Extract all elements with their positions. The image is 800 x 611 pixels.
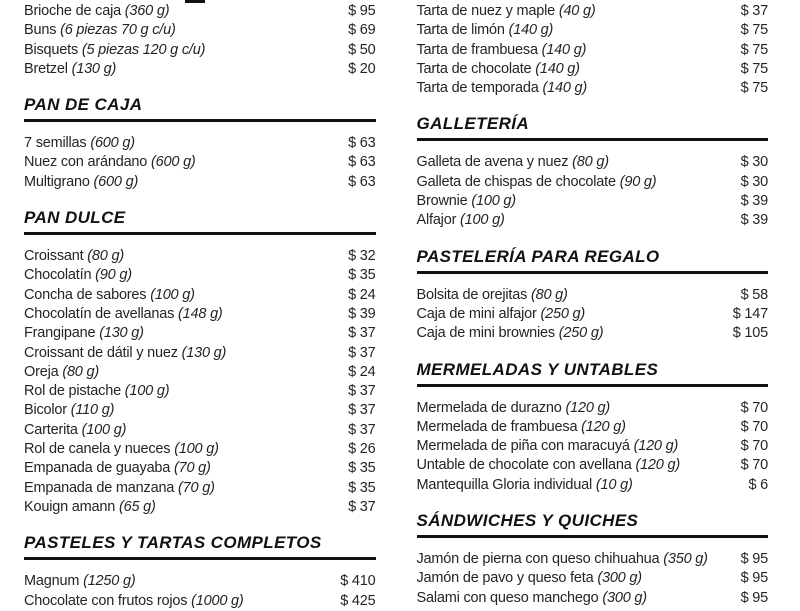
item-price: $ 63 [348,154,376,171]
menu-item-row [417,2,769,21]
item-price: $ 39 [740,212,768,229]
menu-item-row [417,286,769,305]
item-weight: (90 g) [95,267,132,284]
item-weight: (130 g) [71,60,117,77]
section-items [417,153,769,230]
item-name: Jamón de pierna con queso chihuahua [416,551,660,568]
item-name: Mantequilla Gloria individual [416,476,593,493]
menu-item-row [417,569,769,588]
item-weight: (600 g) [90,135,135,152]
item-weight: (130 g) [99,325,144,342]
item-price: $ 75 [740,60,768,77]
item-name: Caja de mini alfajor [416,305,537,322]
item-weight: (40 g) [558,3,596,19]
item-label [417,569,642,588]
item-price: $ 75 [740,80,768,97]
item-price: $ 147 [732,305,768,322]
item-weight: (360 g) [124,3,170,19]
item-price: $ 32 [348,248,376,265]
menu-item-row [24,572,376,591]
item-name: Untable de chocolate con avellana [416,457,632,474]
item-weight: (100 g) [471,193,516,210]
item-name: 7 semillas [24,135,87,152]
item-price: $ 95 [740,589,768,606]
item-label [417,476,633,495]
item-name: Concha de sabores [24,286,147,303]
item-weight: (80 g) [531,286,568,303]
item-price: $ 37 [348,383,376,400]
menu-item-row [417,418,769,437]
item-price: $ 95 [740,551,768,568]
item-label [417,2,596,21]
item-weight: (90 g) [619,173,657,190]
item-weight: (140 g) [535,60,580,77]
item-weight: (600 g) [151,154,196,171]
item-price: $ 69 [348,22,376,39]
item-name: Salami con queso manchego [416,589,599,606]
item-weight: (110 g) [70,402,115,419]
item-weight: (120 g) [633,438,679,455]
item-price: $ 30 [740,154,768,171]
item-label [24,440,219,459]
item-name: Buns [24,22,57,39]
item-weight: (100 g) [174,441,219,458]
section-items [417,2,769,98]
item-price: $ 70 [740,399,768,416]
item-label [24,324,144,343]
item-weight: (5 piezas 120 g c/u) [81,41,206,58]
item-name: Frangipane [24,325,96,342]
section-heading: GALLETERÍA [416,114,530,134]
item-label [417,41,587,60]
item-price: $ 37 [348,421,376,438]
menu-item-row [24,134,376,153]
item-name: Caja de mini brownies [416,325,555,342]
item-price: $ 37 [348,344,376,361]
item-label [24,498,156,517]
menu-section [417,512,769,608]
item-weight: (250 g) [558,325,604,342]
menu-item-row [417,60,769,79]
menu-item-row [24,153,376,172]
item-name: Croissant de dátil y nuez [24,344,178,361]
item-weight: (300 g) [597,570,642,587]
item-price: $ 35 [348,479,376,496]
item-name: Bolsita de orejitas [416,286,528,303]
menu-item-row [24,592,376,611]
menu-section [417,361,769,495]
item-name: Bisquets [24,41,79,58]
item-weight: (80 g) [87,248,124,265]
section-heading: SÁNDWICHES Y QUICHES [416,511,639,531]
menu-item-row [417,589,769,608]
menu-section [417,115,769,230]
item-label [417,305,586,324]
item-label [24,401,114,420]
menu-item-row [417,173,769,192]
item-label [24,459,211,478]
item-label [417,399,611,418]
menu-item-row [24,382,376,401]
item-price: $ 35 [348,267,376,284]
cropped-text-fragment [185,0,205,3]
menu-item-row [24,498,376,517]
item-name: Multigrano [24,173,90,190]
menu-item-row [24,286,376,305]
item-label [24,247,124,266]
item-weight: (70 g) [174,460,211,477]
menu-item-row [417,437,769,456]
item-name: Galleta de avena y nuez [416,154,569,171]
item-name: Mermelada de frambuesa [416,418,578,435]
section-items [24,134,376,192]
item-label [24,286,195,305]
section-heading: PASTELERÍA PARA REGALO [416,246,660,266]
item-name: Mermelada de piña con maracuyá [416,438,630,455]
menu-columns [24,2,768,611]
item-price: $ 26 [348,441,376,458]
section-items [24,572,376,611]
menu-item-row [24,324,376,343]
section-heading: PASTELES Y TARTAS COMPLETOS [24,533,322,553]
section-heading: PAN DULCE [24,208,126,228]
item-name: Tarta de nuez y maple [416,3,555,19]
item-price: $ 37 [740,3,768,19]
menu-item-row [417,79,769,98]
section-divider [417,535,769,538]
section-divider [24,557,376,560]
item-label [417,153,609,172]
menu-item-row [417,41,769,60]
section-divider [417,138,769,141]
item-name: Empanada de manzana [24,479,175,496]
section-items [417,399,769,495]
item-weight: (140 g) [541,41,587,58]
item-label [417,437,679,456]
menu-section [24,96,376,192]
menu-section [417,2,769,98]
item-price: $ 70 [740,438,768,455]
item-name: Tarta de temporada [416,80,539,97]
item-label [24,2,169,21]
item-name: Chocolatín de avellanas [24,305,175,322]
item-weight: (120 g) [581,418,626,435]
item-label [417,456,680,475]
menu-item-row [24,41,376,60]
item-weight: (80 g) [62,363,99,380]
item-price: $ 39 [740,193,768,210]
menu-item-row [417,456,769,475]
menu-item-row [24,459,376,478]
item-price: $ 105 [732,325,768,342]
menu-item-row [24,440,376,459]
menu-item-row [24,21,376,40]
item-price: $ 30 [740,173,768,190]
menu-section [24,534,376,611]
item-price: $ 24 [348,363,376,380]
item-name: Croissant [24,248,84,265]
menu-item-row [417,324,769,343]
item-label [417,324,604,343]
item-label [24,344,226,363]
menu-item-row [24,363,376,382]
item-label [417,418,626,437]
item-weight: (65 g) [118,498,156,515]
item-name: Chocolatín [24,267,92,284]
item-weight: (350 g) [663,551,708,568]
item-label [24,421,126,440]
menu-item-row [417,153,769,172]
section-heading: MERMELADAS Y UNTABLES [416,359,659,379]
section-heading: PAN DE CAJA [24,95,143,115]
item-price: $ 24 [348,286,376,303]
menu-item-row [24,401,376,420]
item-name: Rol de canela y nueces [24,441,171,458]
item-weight: (100 g) [150,286,195,303]
item-price: $ 425 [340,592,376,609]
item-price: $ 95 [348,3,376,19]
item-label [417,550,708,569]
menu-item-row [417,211,769,230]
item-price: $ 70 [740,418,768,435]
item-name: Mermelada de durazno [416,399,562,416]
item-label [24,479,215,498]
item-label [24,134,135,153]
item-name: Magnum [24,573,80,590]
item-label [417,79,588,98]
item-name: Kouign amann [24,498,116,515]
item-label [24,41,205,60]
item-label [417,211,505,230]
item-name: Bretzel [24,60,68,77]
item-price: $ 410 [340,573,376,590]
section-items [24,2,376,79]
item-name: Galleta de chispas de chocolate [416,173,616,190]
item-label [417,60,580,79]
item-weight: (250 g) [540,305,586,322]
item-weight: (80 g) [572,154,609,171]
section-items [417,550,769,608]
menu-item-row [24,421,376,440]
item-weight: (120 g) [565,399,611,416]
item-weight: (148 g) [178,305,223,322]
item-price: $ 37 [348,325,376,342]
item-label [417,286,568,305]
item-label [417,192,516,211]
menu-item-row [417,550,769,569]
menu-item-row [24,266,376,285]
item-price: $ 75 [740,41,768,58]
section-divider [24,119,376,122]
item-name: Nuez con arándano [24,154,148,171]
menu-column [417,2,769,611]
section-divider [24,232,376,235]
item-price: $ 6 [748,476,768,493]
item-label [24,60,116,79]
section-items [417,286,769,344]
item-label [24,173,138,192]
item-name: Bicolor [24,402,67,419]
item-weight: (10 g) [595,476,633,493]
item-name: Alfajor [416,212,457,229]
section-items [24,247,376,517]
menu-item-row [417,305,769,324]
item-price: $ 37 [348,498,376,515]
item-label [417,589,647,608]
menu-column [24,2,376,611]
item-weight: (100 g) [81,421,127,438]
item-weight: (100 g) [124,383,170,400]
item-price: $ 63 [348,135,376,152]
item-weight: (6 piezas 70 g c/u) [60,22,176,39]
item-price: $ 20 [348,60,376,77]
item-price: $ 35 [348,460,376,477]
menu-section [24,209,376,517]
item-name: Empanada de guayaba [24,460,171,477]
item-weight: (1250 g) [83,573,136,590]
menu-item-row [24,247,376,266]
item-price: $ 58 [740,286,768,303]
item-price: $ 39 [348,305,376,322]
item-label [417,21,554,40]
item-name: Oreja [24,363,59,380]
section-divider [417,271,769,274]
item-weight: (120 g) [635,457,680,474]
item-name: Chocolate con frutos rojos [24,592,188,609]
menu-item-row [417,476,769,495]
menu-section [417,248,769,344]
menu-item-row [417,21,769,40]
menu-section [24,2,376,79]
item-weight: (100 g) [460,212,505,229]
menu-item-row [24,344,376,363]
item-price: $ 70 [740,457,768,474]
item-label [24,21,176,40]
item-label [24,266,132,285]
item-name: Carterita [24,421,78,438]
item-price: $ 37 [348,402,376,419]
item-label [24,363,99,382]
item-weight: (140 g) [508,22,554,39]
menu-item-row [24,173,376,192]
item-name: Brioche de caja [24,3,121,19]
item-label [417,173,657,192]
menu-item-row [24,305,376,324]
item-name: Tarta de chocolate [416,60,532,77]
menu-item-row [24,60,376,79]
item-price: $ 95 [740,570,768,587]
item-label [24,572,135,591]
item-name: Jamón de pavo y queso feta [416,570,594,587]
item-weight: (130 g) [181,344,227,361]
menu-item-row [24,479,376,498]
item-label [24,153,196,172]
item-price: $ 75 [740,22,768,39]
item-label [24,382,169,401]
item-price: $ 63 [348,173,376,190]
item-name: Brownie [416,193,468,210]
item-price: $ 50 [348,41,376,58]
menu-item-row [24,2,376,21]
item-weight: (1000 g) [191,592,244,609]
section-divider [417,384,769,387]
item-name: Tarta de frambuesa [416,41,538,58]
item-weight: (600 g) [93,173,139,190]
item-weight: (300 g) [602,589,647,606]
item-label [24,305,223,324]
item-label [24,592,244,611]
item-name: Tarta de limón [416,22,505,39]
menu-item-row [417,399,769,418]
item-weight: (140 g) [542,80,588,97]
item-name: Rol de pistache [24,383,121,400]
menu-item-row [417,192,769,211]
item-weight: (70 g) [178,479,215,496]
